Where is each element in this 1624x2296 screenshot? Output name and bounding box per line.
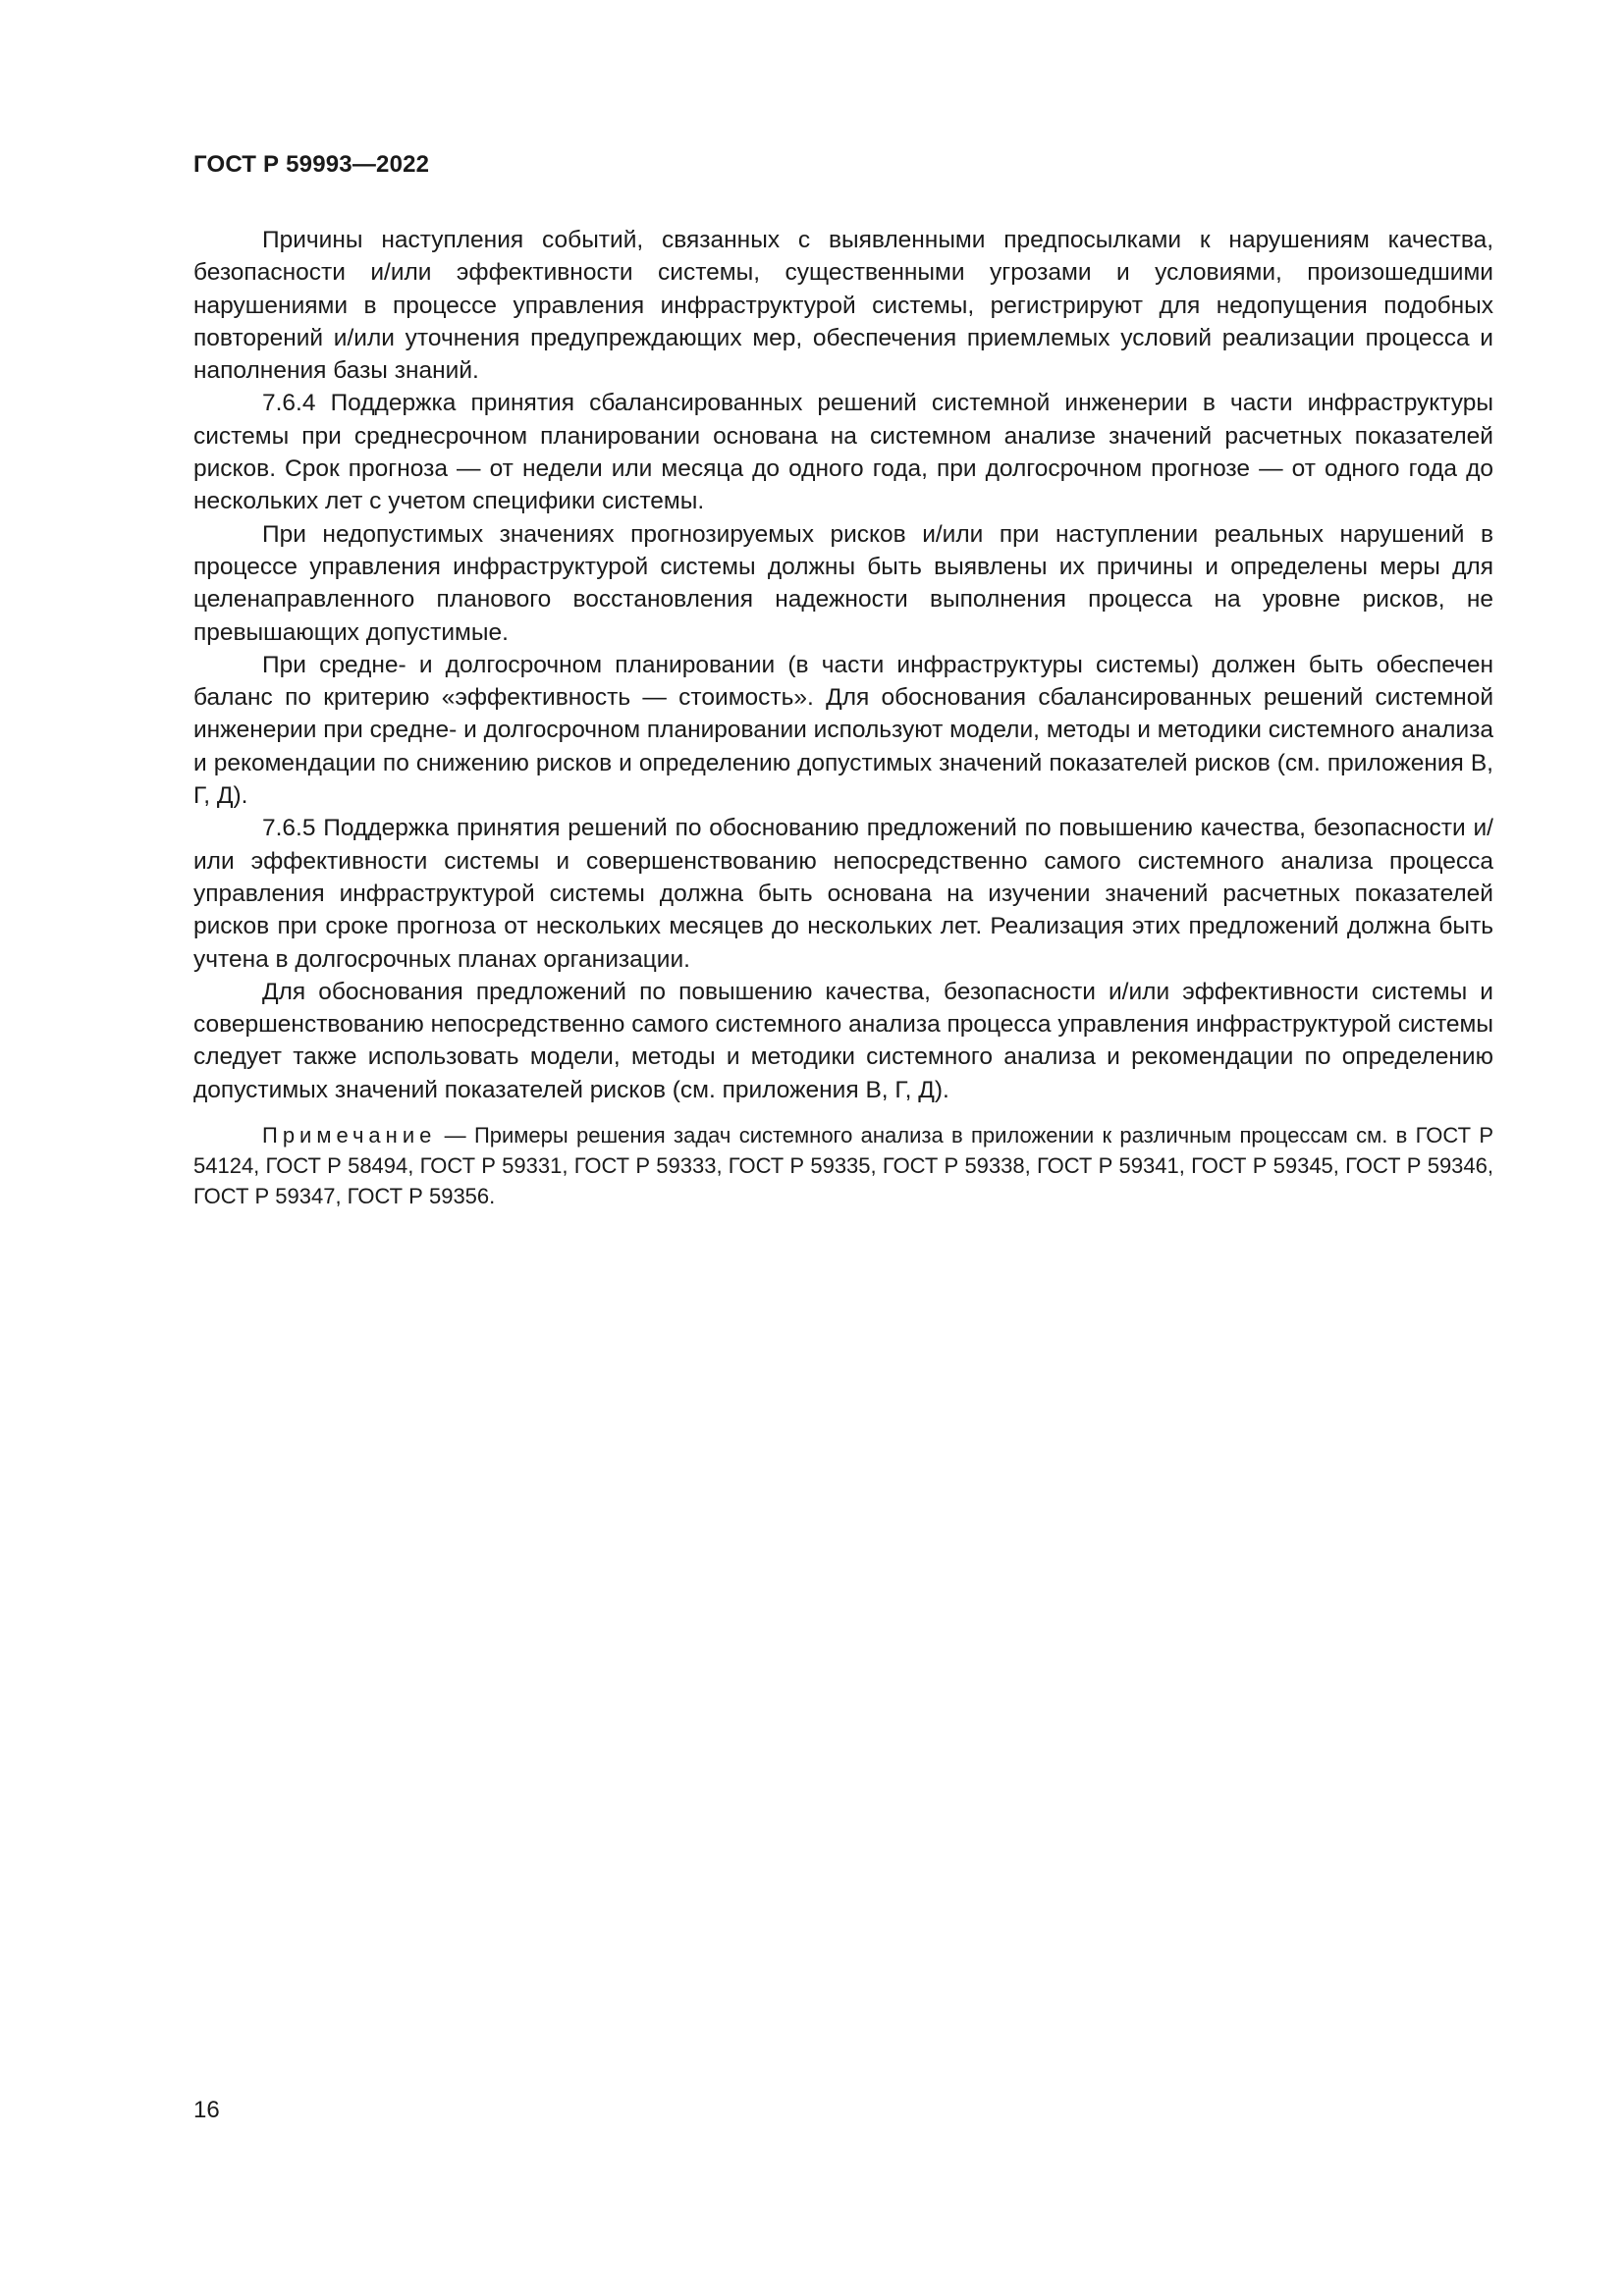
paragraph-causes-registration: Причины наступления событий, связанных с выявленными предпосылками к нарушениям качества, безопасности и/или эффективности системы, существенными угрозами и условиями, произошедшими нарушениями в процессе управления инфраструктурой системы, регистрируют для недопущения подобных повторений и/или уточнения предупреждающих мер, обеспечения приемлемых условий реализации процесса и наполнения базы знаний.	[193, 227, 1493, 385]
note-paragraph	[193, 1120, 1493, 1211]
body-text	[193, 224, 1493, 1211]
document-code-header: ГОСТ Р 59993—2022	[193, 151, 430, 178]
paragraph-improvement-proposals: Для обоснования предложений по повышению качества, безопасности и/или эффективности системы и совершенствованию непосредственно самого системного анализа процесса управления инфраструктурой системы следует также использовать модели, методы и методики системного анализа и рекомендации по определению допустимых значений показателей рисков (см. приложения В, Г, Д).	[193, 978, 1493, 1103]
paragraph-long-term-planning: При средне- и долгосрочном планировании (в части инфраструктуры системы) должен быть обеспечен баланс по критерию «эффективность — стоимость». Для обоснования сбалансированных решений системной инженерии при средне- и долгосрочном планировании используют модели, методы и методики системного анализа и рекомендации по снижению рисков и определению допустимых значений показателей рисков (см. приложения В, Г, Д).	[193, 651, 1493, 810]
note-label: Примечание	[262, 1123, 437, 1148]
paragraph-unacceptable-risks: При недопустимых значениях прогнозируемых рисков и/или при наступлении реальных нарушений в процессе управления инфраструктурой системы должны быть выявлены их причины и определены меры для целенаправленного планового восстановления надежности выполнения процесса на уровне рисков, не превышающих допустимые.	[193, 520, 1493, 646]
paragraph-7-6-5: 7.6.5 Поддержка принятия решений по обоснованию предложений по повышению качества, безопасности и/или эффективности системы и совершенствованию непосредственно самого системного анализа процесса управления инфраструктурой системы должна быть основана на изучении значений расчетных показателей рисков при сроке прогноза от нескольких месяцев до нескольких лет. Реализация этих предложений должна быть учтена в долгосрочных планах организации.	[193, 815, 1493, 973]
paragraph-7-6-4: 7.6.4 Поддержка принятия сбалансированных решений системной инженерии в части инфраструктуры системы при среднесрочном планировании основана на системном анализе значений расчетных показателей рисков. Срок прогноза — от недели или месяца до одного года, при долгосрочном прогнозе — от одного года до нескольких лет с учетом специфики системы.	[193, 390, 1493, 515]
page-number: 16	[193, 2097, 220, 2123]
note-text: — Примеры решения задач системного анализа в приложении к различным процессам см. в ГОСТ Р 54124, ГОСТ Р 58494, ГОСТ Р 59331, ГОСТ Р 59333, ГОСТ Р 59335, ГОСТ Р 59338, ГОСТ Р 59341, ГОСТ Р 59345, ГОСТ Р 59346, ГОСТ Р 59347, ГОСТ Р 59356.	[193, 1123, 1493, 1209]
